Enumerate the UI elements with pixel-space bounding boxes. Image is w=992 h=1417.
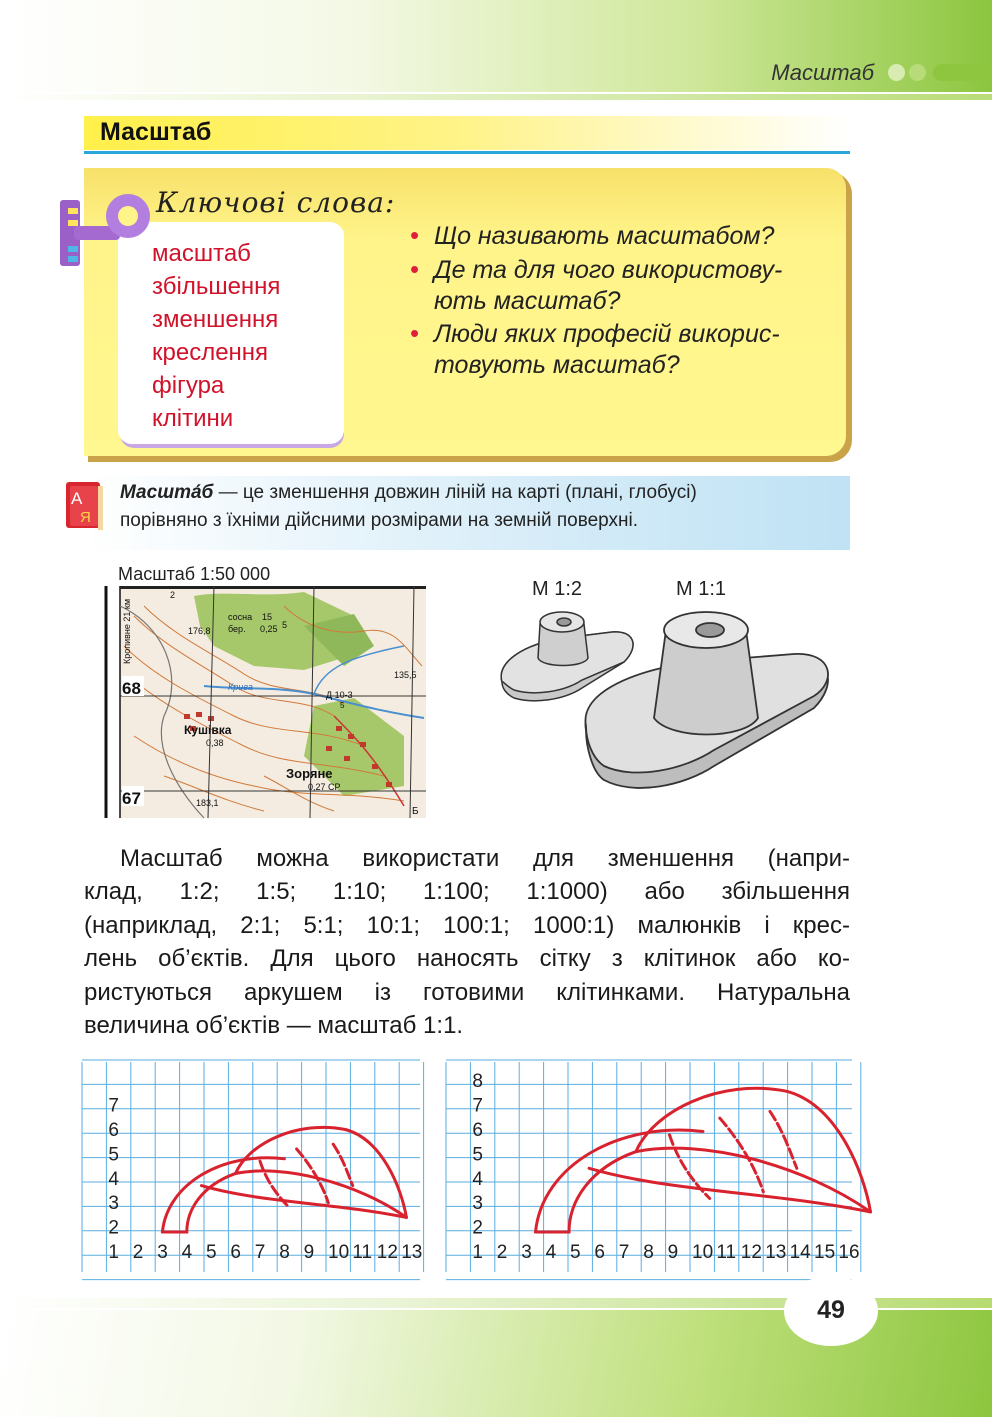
grid-x-label: 7 <box>254 1242 266 1263</box>
section-rule <box>84 151 850 154</box>
grid-y-label: 7 <box>108 1095 119 1117</box>
question-text: Що називають масштабом? <box>434 222 775 250</box>
paragraph-line: (наприклад, 2:1; 5:1; 10:1; 100:1; 1000:1) малюнків і крес- <box>84 912 850 939</box>
header-dot <box>909 64 926 81</box>
map-grid-label: 67 <box>122 789 141 808</box>
grid-x-label: 5 <box>206 1242 217 1263</box>
map-label: 135,5 <box>394 670 417 680</box>
grid-y-label: 3 <box>472 1193 483 1215</box>
leaf-vein <box>770 1111 797 1168</box>
definition-term: Масшта́б <box>120 482 214 503</box>
grid-x-label: 4 <box>181 1242 193 1263</box>
map-label: 5 <box>282 620 288 630</box>
running-title: Масштаб <box>771 60 874 85</box>
paragraph-line: Масштаб можна використати для зменшення (напри- <box>120 845 850 872</box>
grid-y-label: 3 <box>108 1193 119 1215</box>
map-label: 2 <box>170 590 176 600</box>
question-text: товують масштаб? <box>434 351 680 379</box>
grid-x-label: 4 <box>545 1242 557 1263</box>
map-side-label: Кропивне 21 км <box>122 598 132 664</box>
leaf-vein <box>333 1144 353 1185</box>
leaf-outline <box>162 1158 284 1232</box>
leaf-outline <box>201 1186 406 1218</box>
keyword-item: фігура <box>152 372 225 399</box>
grid-x-label: 10 <box>692 1242 714 1263</box>
grid-y-label: 4 <box>472 1168 483 1190</box>
paragraph-line: ристуються аркушем із готовими клітинками. Натуральна <box>84 979 850 1006</box>
keyword-item: креслення <box>152 339 269 366</box>
grid-y-label: 4 <box>108 1168 119 1190</box>
top-header-line <box>0 94 992 100</box>
grid-x-label: 15 <box>814 1242 836 1263</box>
keyword-item: клітини <box>152 405 234 432</box>
grid-x-label: 7 <box>618 1242 630 1263</box>
grid-x-label: 16 <box>838 1242 860 1263</box>
grid-x-label: 11 <box>716 1242 737 1263</box>
grid-x-label: 1 <box>108 1242 119 1263</box>
grid-x-label: 8 <box>279 1242 290 1263</box>
grid-x-label: 2 <box>132 1242 144 1263</box>
question-bullet: • <box>410 318 420 348</box>
grid-y-label: 6 <box>472 1120 483 1141</box>
grid-y-label: 8 <box>472 1071 483 1093</box>
leaf-grid-large <box>446 1062 860 1272</box>
map-label: 0,25 <box>260 624 278 634</box>
scaled-objects-illustration <box>494 600 836 800</box>
map-label: сосна <box>228 612 253 622</box>
grid-y-label: 5 <box>108 1144 119 1166</box>
key-icon <box>54 186 154 276</box>
map-label: Д 10-3 <box>326 690 353 700</box>
map-label: 176,8 <box>188 626 211 636</box>
grid-x-label: 9 <box>303 1242 315 1263</box>
question-text: ють масштаб? <box>434 287 621 315</box>
header-dot <box>888 64 905 81</box>
keyword-item: зменшення <box>152 306 279 333</box>
definition-line <box>120 482 697 504</box>
grid-x-label: 10 <box>328 1242 350 1263</box>
map-river-label: Крива <box>228 682 253 692</box>
leaf-outline <box>636 1088 871 1212</box>
leaf-outline <box>589 1168 870 1212</box>
paragraph-line: клад, 1:2; 1:5; 1:10; 1:100; 1:1000) або збільшення <box>84 878 850 905</box>
grid-y-label: 2 <box>472 1217 483 1239</box>
keyword-item: масштаб <box>152 240 251 267</box>
grid-x-label: 6 <box>230 1242 241 1263</box>
question-text: Де та для чого використову- <box>434 256 783 284</box>
paragraph-line: лень об’єктів. Для цього наносять сітку з клітинок або ко- <box>84 945 850 972</box>
map-label: 5 <box>340 701 345 710</box>
grid-x-label: 2 <box>496 1242 508 1263</box>
grid-x-label: 1 <box>472 1242 483 1263</box>
grid-x-label: 13 <box>401 1242 423 1263</box>
leaf-outline <box>536 1130 704 1232</box>
dict-letter-a: А <box>71 489 83 508</box>
grid-x-label: 3 <box>521 1242 532 1263</box>
grid-x-label: 11 <box>352 1242 373 1263</box>
grid-x-label: 13 <box>765 1242 787 1263</box>
question-text: Люди яких професій викорис- <box>434 320 780 348</box>
map-village-label: Кушівка <box>184 723 232 737</box>
grid-x-label: 8 <box>643 1242 654 1263</box>
map-label: бер. <box>228 624 246 634</box>
question-bullet: • <box>410 220 420 250</box>
map-label: Б <box>412 806 419 817</box>
grid-x-label: 12 <box>376 1242 398 1263</box>
map-label: 0,27 СР <box>308 782 341 792</box>
definition-line: порівняно з їхніми дійсними розмірами на земній поверхні. <box>120 510 639 531</box>
grid-x-label: 14 <box>789 1242 811 1263</box>
leaf-outline <box>236 1171 407 1217</box>
map-grid-label: 68 <box>122 679 141 698</box>
dictionary-icon <box>62 480 106 532</box>
page-number: 49 <box>817 1296 845 1324</box>
grid-y-label: 6 <box>108 1120 119 1141</box>
leaf-grid-small <box>82 1062 423 1272</box>
map-caption: Масштаб 1:50 000 <box>118 564 271 584</box>
grid-x-label: 9 <box>667 1242 679 1263</box>
grid-x-label: 6 <box>594 1242 605 1263</box>
scale-label-1-2: М 1:2 <box>532 578 583 600</box>
grid-x-label: 12 <box>740 1242 762 1263</box>
grid-y-label: 5 <box>472 1144 483 1166</box>
question-bullet: • <box>410 254 420 284</box>
scale-label-1-1: М 1:1 <box>676 578 727 600</box>
topographic-map <box>104 586 426 818</box>
paragraph-line: величина об’єктів — масштаб 1:1. <box>84 1012 464 1039</box>
dict-letter-ya: Я <box>80 509 91 526</box>
header-bar <box>933 64 992 81</box>
definition-text: — це зменшення довжин ліній на карті (плані, глобусі) <box>213 482 697 503</box>
grid-x-label: 5 <box>570 1242 581 1263</box>
map-label: 0,38 <box>206 738 224 748</box>
grid-x-label: 3 <box>157 1242 168 1263</box>
grid-y-label: 2 <box>108 1217 119 1239</box>
map-label: 183,1 <box>196 798 219 808</box>
keywords-title: Ключові слова: <box>156 186 396 219</box>
section-title: Масштаб <box>100 118 212 146</box>
map-label: 15 <box>262 612 273 622</box>
keyword-item: збільшення <box>152 273 281 300</box>
map-village-label: Зоряне <box>286 766 333 781</box>
grid-y-label: 7 <box>472 1095 483 1117</box>
